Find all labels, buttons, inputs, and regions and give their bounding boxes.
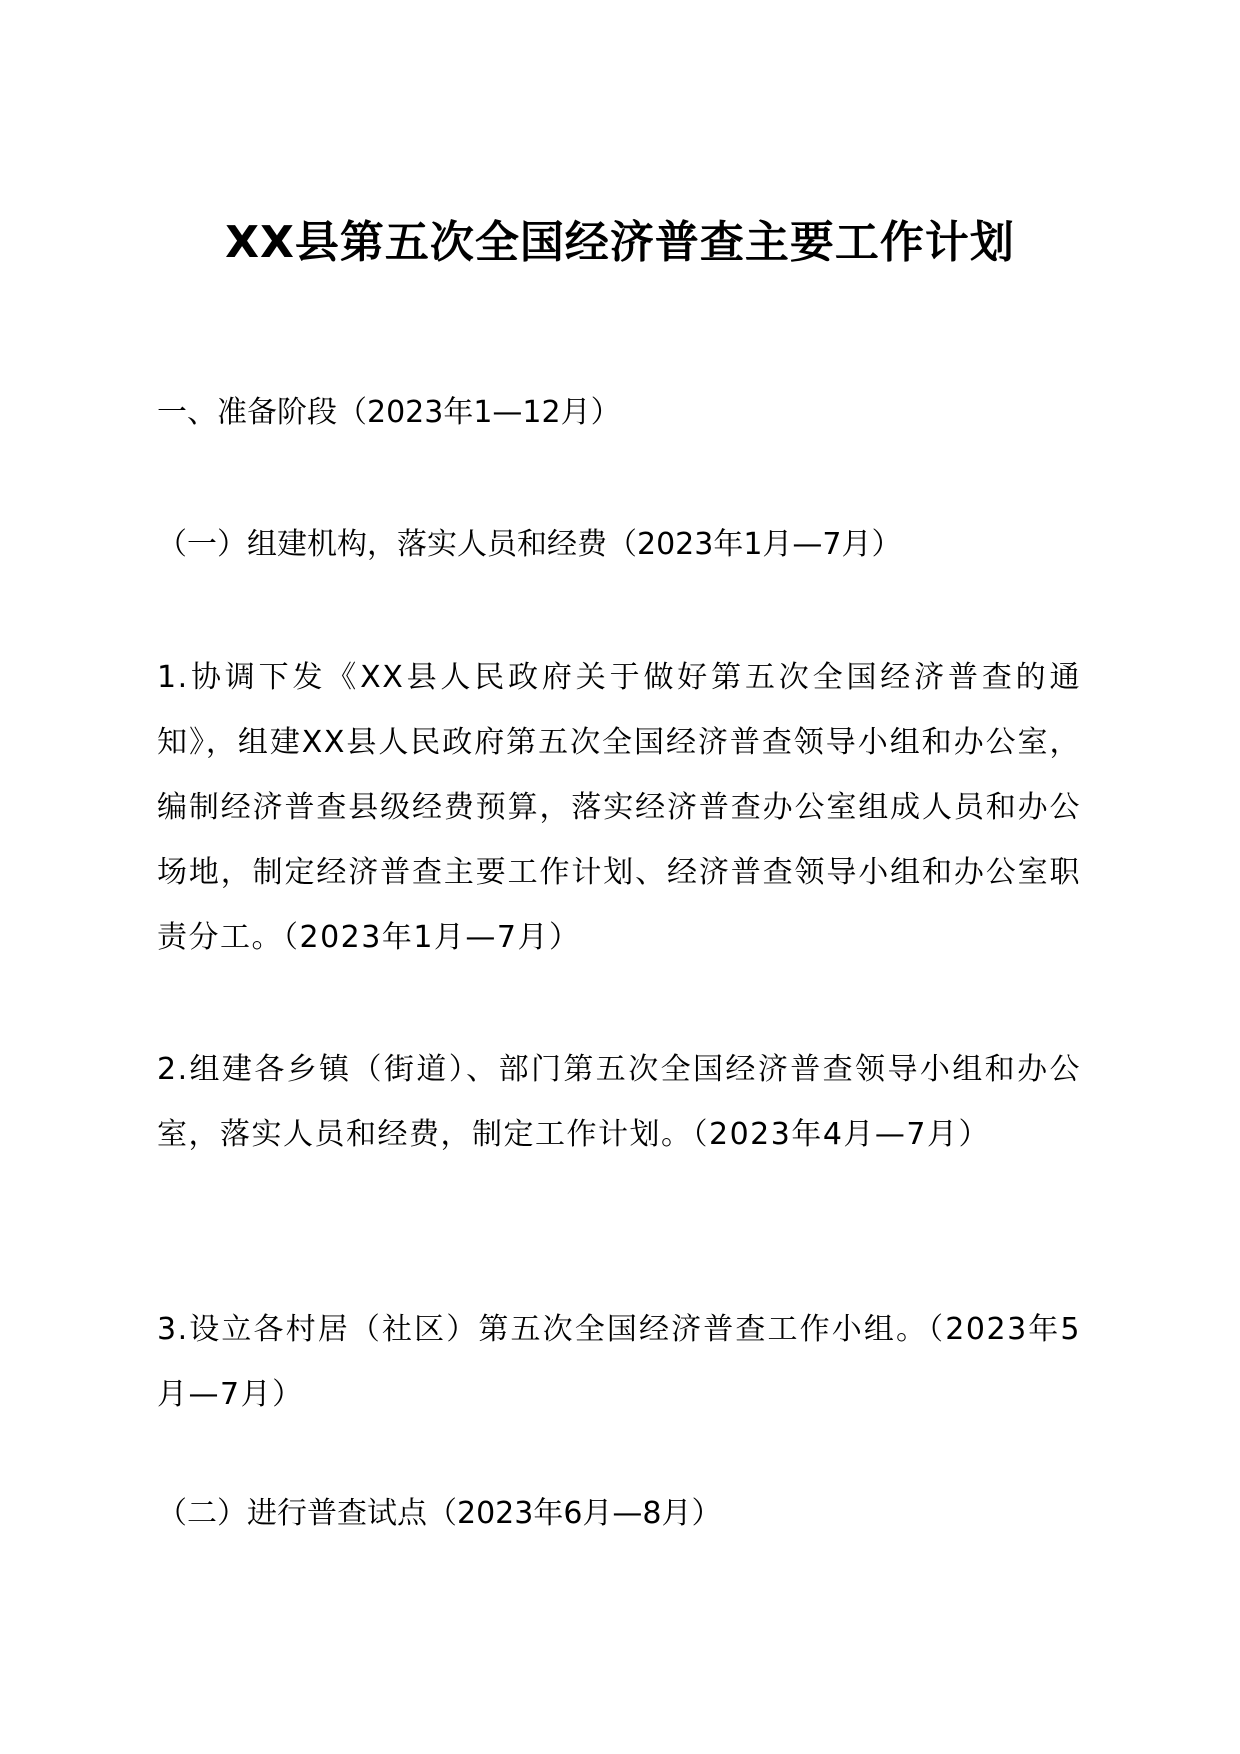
section-heading-preparation: 一、准备阶段（2023年1—12月） [157, 395, 621, 430]
paragraph-item-1: 1.协调下发《XX县人民政府关于做好第五次全国经济普查的通知》，组建XX县人民政府第五次全国经济普查领导小组和办公室，编制经济普查县级经费预算，落实经济普查办公室组成人员和办公场地，制定经济普查主要工作计划、经济普查领导小组和办公室职责分工。（2023年1月—7月） [157, 660, 1081, 955]
document-title: XX县第五次全国经济普查主要工作计划 [225, 217, 1015, 268]
paragraph-item-3: 3.设立各村居（社区）第五次全国经济普查工作小组。（2023年5月—7月） [157, 1312, 1081, 1412]
subsection-heading-organization: （一）组建机构，落实人员和经费（2023年1月—7月） [157, 527, 902, 562]
paragraph-item-2: 2.组建各乡镇（街道）、部门第五次全国经济普查领导小组和办公室，落实人员和经费，制定工作计划。（2023年4月—7月） [157, 1052, 1081, 1152]
subsection-heading-pilot: （二）进行普查试点（2023年6月—8月） [157, 1496, 722, 1531]
